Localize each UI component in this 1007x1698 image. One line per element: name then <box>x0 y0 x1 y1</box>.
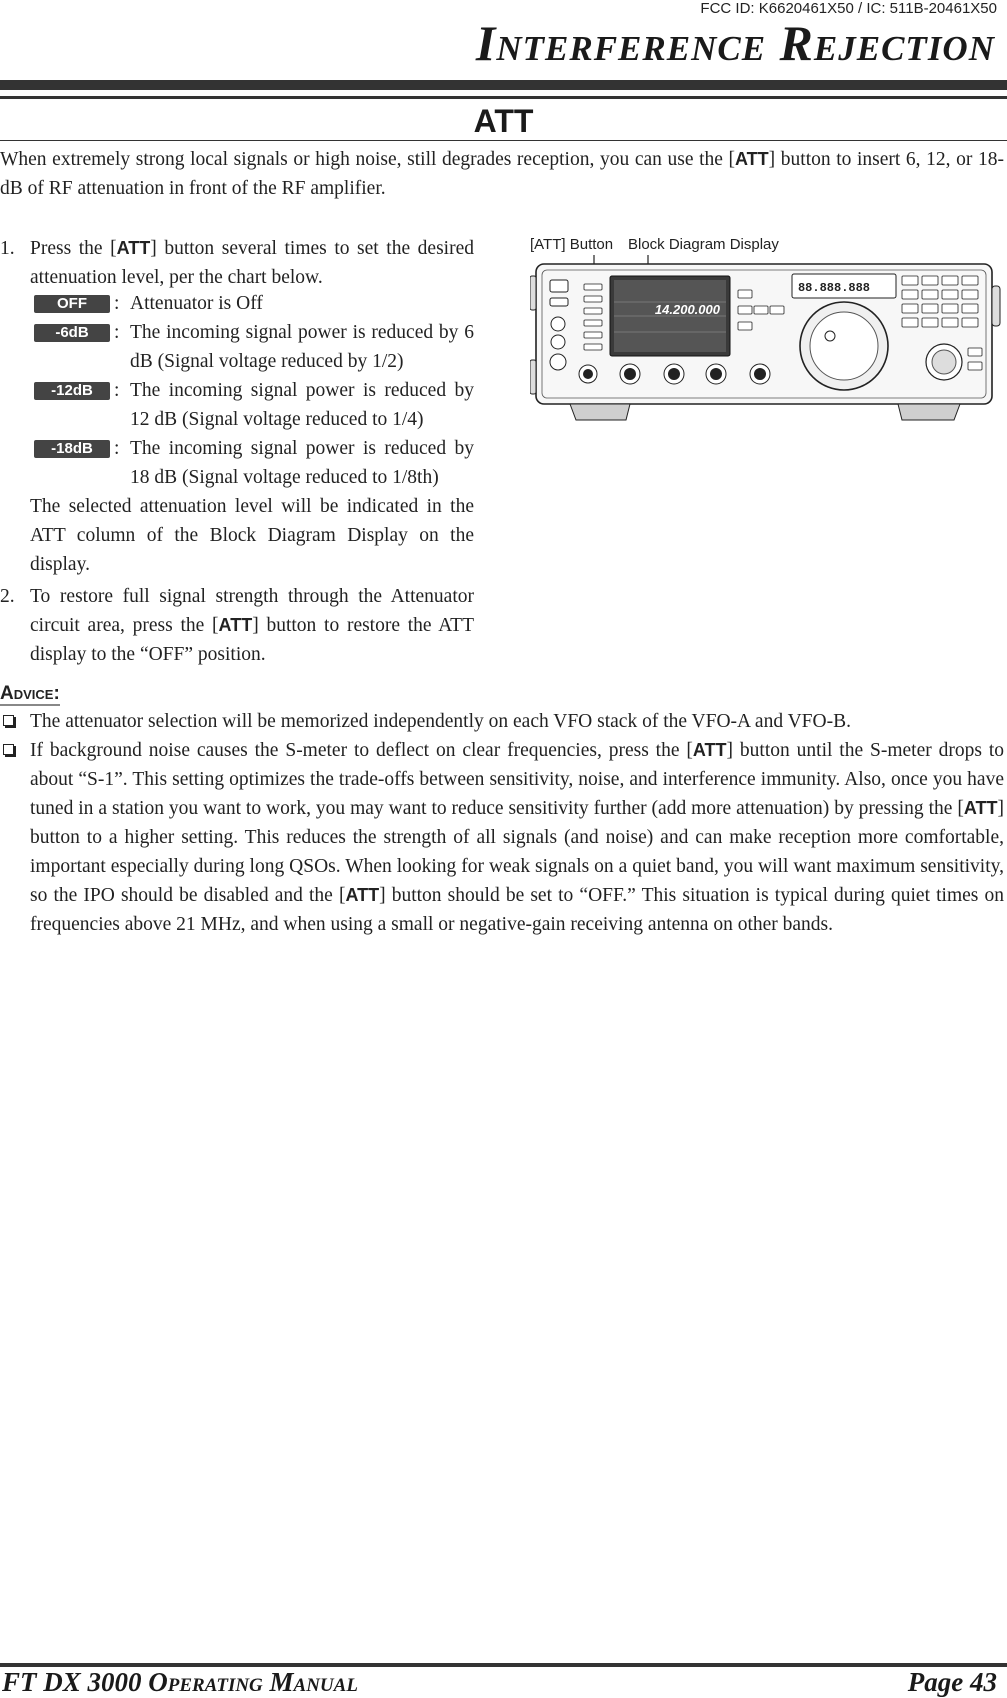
att-badge: -18dB <box>34 440 110 458</box>
advice-text-part: ] button should be set to “OFF.” This situation is typical during quiet times on frequencies above 21 MHz, and when using a small or negative-gain receiving antenna on other bands. <box>30 885 1005 935</box>
att-level-off <box>30 289 474 318</box>
att-level-description: The incoming signal power is reduced by 6 dB (Signal voltage reduced by 1/2) <box>130 322 474 372</box>
header-rule-thin <box>0 96 1007 99</box>
fcc-id: FCC ID: K6620461X50 / IC: 511B-20461X50 <box>700 0 997 17</box>
section-title: ATT <box>473 103 534 139</box>
att-level-12db <box>30 376 474 434</box>
att-button-callout-label: [ATT] Button <box>530 236 614 253</box>
checkbox-bullet-icon <box>3 715 14 726</box>
page-number: Page 43 <box>907 1667 997 1697</box>
frequency-readout: 14.200.000 <box>654 302 720 317</box>
att-key-label: ATT <box>116 238 151 258</box>
advice-heading: Advice: <box>0 683 60 704</box>
advice-item-1 <box>0 707 1004 736</box>
checkbox-bullet-icon <box>3 744 14 755</box>
colon: : <box>114 293 120 314</box>
att-badge: -6dB <box>34 324 110 342</box>
step-1 <box>0 234 474 292</box>
att-key-label: ATT <box>692 740 727 760</box>
intro-paragraph <box>0 145 1004 203</box>
advice-item-text: The attenuator selection will be memorized independently on each VFO stack of the VFO-A and VFO-B. <box>30 711 851 732</box>
advice-item-2 <box>0 736 1004 939</box>
att-key-label: ATT <box>218 615 253 635</box>
advice-text-part: If background noise causes the S-meter to deflect on clear frequencies, press the [ <box>30 740 693 761</box>
sub-display-readout: 88.888.888 <box>797 281 870 295</box>
page-title: Interference Rejection <box>475 15 995 71</box>
colon: : <box>114 438 120 459</box>
att-level-description: Attenuator is Off <box>130 293 263 314</box>
att-key-label: ATT <box>345 885 380 905</box>
att-level-description: The incoming signal power is reduced by 18 dB (Signal voltage reduced to 1/8th) <box>130 438 474 488</box>
step-number: 2. <box>0 586 15 607</box>
att-level-6db <box>30 318 474 376</box>
intro-text-before: When extremely strong local signals or high noise, still degrades reception, you can use the [ <box>0 149 736 170</box>
step-number: 1. <box>0 238 15 259</box>
transceiver-illustration <box>530 262 1006 430</box>
header-rule-thick <box>0 80 1007 90</box>
att-key-label: ATT <box>735 149 769 169</box>
step-1-note <box>0 492 474 579</box>
step-note-text: The selected attenuation level will be indicated in the ATT column of the Block Diagram Display on the display. <box>30 496 474 575</box>
att-level-18db <box>30 434 474 492</box>
att-badge: -12dB <box>34 382 110 400</box>
step-text-after: ] button to restore the ATT display to the “OFF” position. <box>30 615 474 665</box>
att-level-description: The incoming signal power is reduced by 12 dB (Signal voltage reduced to 1/4) <box>130 380 474 430</box>
section-rule <box>0 140 1007 141</box>
advice-text-part: ] button to a higher setting. This reduces the strength of all signals (and noise) and can make reception more comfortable, important especially during long QSOs. When looking for weak signals on a quiet band, you will want maximum sensitivity, so the IPO should be disabled and the [ <box>30 798 1004 906</box>
advice-text-part: ] button until the S-meter drops to about “S-1”. This setting optimizes the trade-offs between sensitivity, noise, and interference immunity. Also, once you have tuned in a station you want to work, you may want to reduce sensitivity further (add more attenuation) by pressing the [ <box>30 740 1004 819</box>
block-diagram-callout-label: Block Diagram Display <box>628 236 779 253</box>
manual-title: FT DX 3000 Operating Manual <box>2 1667 358 1697</box>
intro-text-after: ] button to insert 6, 12, or 18-dB of RF attenuation in front of the RF amplifier. <box>0 149 1004 199</box>
att-key-label: ATT <box>963 798 998 818</box>
step-text-before: To restore full signal strength through the Attenuator circuit area, press the [ <box>30 586 474 636</box>
colon: : <box>114 322 120 343</box>
step-text-after: ] button several times to set the desired attenuation level, per the chart below. <box>30 238 474 288</box>
att-badge: OFF <box>34 295 110 313</box>
colon: : <box>114 380 120 401</box>
step-2 <box>0 582 474 669</box>
step-text-before: Press the [ <box>30 238 117 259</box>
